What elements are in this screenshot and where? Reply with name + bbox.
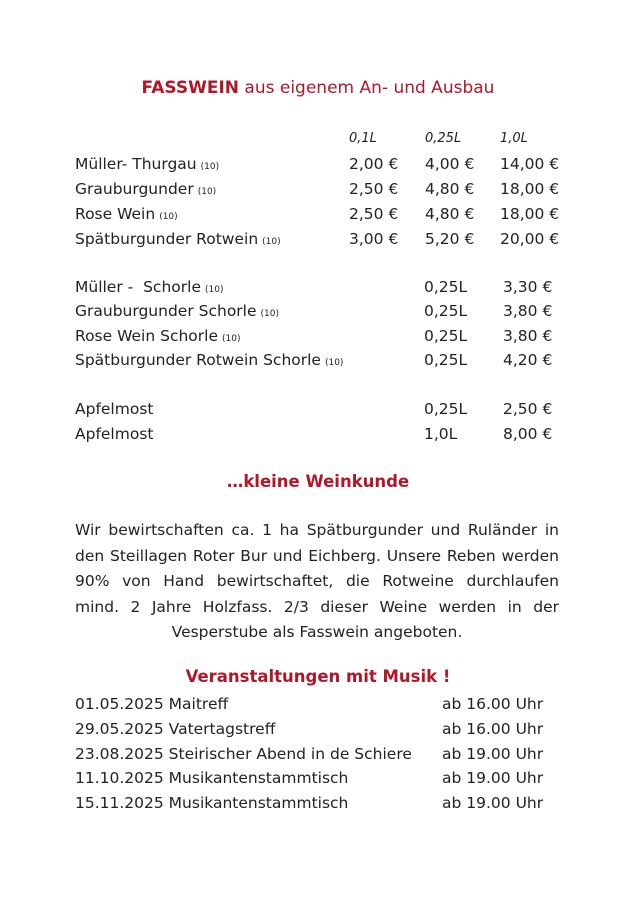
wine-name xyxy=(75,153,219,178)
price-0-1l: 3,00 € xyxy=(349,230,399,248)
apfelmost-volume: 0,25L xyxy=(424,400,468,418)
schorle-volume: 0,25L xyxy=(424,302,468,320)
schorle-name xyxy=(75,349,343,374)
event-date-name: 29.05.2025 Vatertagstreff xyxy=(75,720,276,738)
apfelmost-volume: 1,0L xyxy=(424,425,458,443)
schorle-price: 3,80 € xyxy=(503,327,553,345)
schorle-volume: 0,25L xyxy=(424,278,468,296)
schorle-note: (10) xyxy=(324,358,344,368)
wine-name-text: Grauburgunder xyxy=(75,180,194,198)
schorle-volume: 0,25L xyxy=(424,351,468,369)
wine-note: (10) xyxy=(262,237,281,247)
schorle-row xyxy=(0,349,636,371)
schorle-name xyxy=(75,276,223,301)
price-0-25l: 5,20 € xyxy=(425,230,475,248)
schorle-name-text: Grauburgunder Schorle xyxy=(75,302,257,320)
apfelmost-name: Apfelmost xyxy=(75,400,154,418)
wine-note: (10) xyxy=(197,187,217,197)
event-row xyxy=(0,693,636,715)
event-row xyxy=(0,792,636,814)
schorle-name xyxy=(75,300,279,325)
apfelmost-name: Apfelmost xyxy=(75,425,154,443)
apfelmost-row xyxy=(0,423,636,445)
event-time: ab 16.00 Uhr xyxy=(442,720,544,738)
title-bold: FASSWEIN xyxy=(141,78,240,98)
wine-row xyxy=(0,228,636,250)
wine-name-text: Spätburgunder Rotwein xyxy=(75,230,259,248)
event-row xyxy=(0,718,636,740)
wine-name-text: Rose Wein xyxy=(75,205,156,223)
schorle-volume: 0,25L xyxy=(424,327,468,345)
apfelmost-price: 8,00 € xyxy=(503,425,553,443)
price-1-0l: 18,00 € xyxy=(500,180,560,198)
price-0-25l: 4,80 € xyxy=(425,205,475,223)
event-date-name: 11.10.2025 Musikantenstammtisch xyxy=(75,769,349,787)
schorle-note: (10) xyxy=(204,285,224,295)
wine-note: (10) xyxy=(200,162,220,172)
wine-row xyxy=(0,203,636,225)
price-1-0l: 14,00 € xyxy=(500,155,560,173)
event-time: ab 19.00 Uhr xyxy=(442,745,544,763)
schorle-price: 3,80 € xyxy=(503,302,553,320)
schorle-note: (10) xyxy=(222,334,241,344)
price-1-0l: 20,00 € xyxy=(500,230,560,248)
event-date-name: 15.11.2025 Musikantenstammtisch xyxy=(75,794,349,812)
schorle-name-text: Müller - Schorle xyxy=(75,278,201,296)
wine-name xyxy=(75,178,216,203)
wine-row xyxy=(0,153,636,175)
title-rest: aus eigenem An- und Ausbau xyxy=(239,78,495,98)
event-date-name: 23.08.2025 Steirischer Abend in de Schiere xyxy=(75,745,412,763)
wine-note: (10) xyxy=(159,212,178,222)
schorle-row xyxy=(0,276,636,298)
schorle-price: 4,20 € xyxy=(503,351,553,369)
wine-table-header xyxy=(0,128,636,150)
schorle-note: (10) xyxy=(260,309,279,319)
schorle-row xyxy=(0,325,636,347)
col-header-1-0l: 1,0L xyxy=(500,131,528,146)
schorle-row xyxy=(0,300,636,322)
event-date-name: 01.05.2025 Maitreff xyxy=(75,695,229,713)
event-row xyxy=(0,743,636,765)
price-0-1l: 2,50 € xyxy=(349,180,399,198)
schorle-name xyxy=(75,325,240,350)
schorle-price: 3,30 € xyxy=(503,278,553,296)
schorle-name-text: Rose Wein Schorle xyxy=(75,327,218,345)
price-0-25l: 4,00 € xyxy=(425,155,475,173)
apfelmost-row xyxy=(0,398,636,420)
weinkunde-text: Wir bewirtschaften ca. 1 ha Spätburgunder und Ruländer in den Steillagen Roter Bur und Eichberg. Unsere Reben werden 90% von Hand bewirtschaftet, die Rotweine durchlaufen mind. 2 Jahre Holzfass. 2/3 dieser Weine werden in der Vesperstube als Fasswein angeboten. xyxy=(75,521,559,641)
price-0-1l: 2,50 € xyxy=(349,205,399,223)
event-time: ab 19.00 Uhr xyxy=(442,794,544,812)
event-time: ab 19.00 Uhr xyxy=(442,769,544,787)
weinkunde-title: …kleine Weinkunde xyxy=(226,472,410,491)
col-header-0-1l: 0,1L xyxy=(349,131,377,146)
events-title: Veranstaltungen mit Musik ! xyxy=(185,667,451,686)
price-1-0l: 18,00 € xyxy=(500,205,560,223)
price-0-25l: 4,80 € xyxy=(425,180,475,198)
schorle-name-text: Spätburgunder Rotwein Schorle xyxy=(75,351,321,369)
wine-name xyxy=(75,228,281,253)
apfelmost-price: 2,50 € xyxy=(503,400,553,418)
page-title xyxy=(0,78,636,98)
wine-row xyxy=(0,178,636,200)
event-row xyxy=(0,767,636,789)
event-time: ab 16.00 Uhr xyxy=(442,695,544,713)
price-0-1l: 2,00 € xyxy=(349,155,399,173)
wine-name-text: Müller- Thurgau xyxy=(75,155,197,173)
col-header-0-25l: 0,25L xyxy=(425,131,462,146)
wine-name xyxy=(75,203,178,228)
